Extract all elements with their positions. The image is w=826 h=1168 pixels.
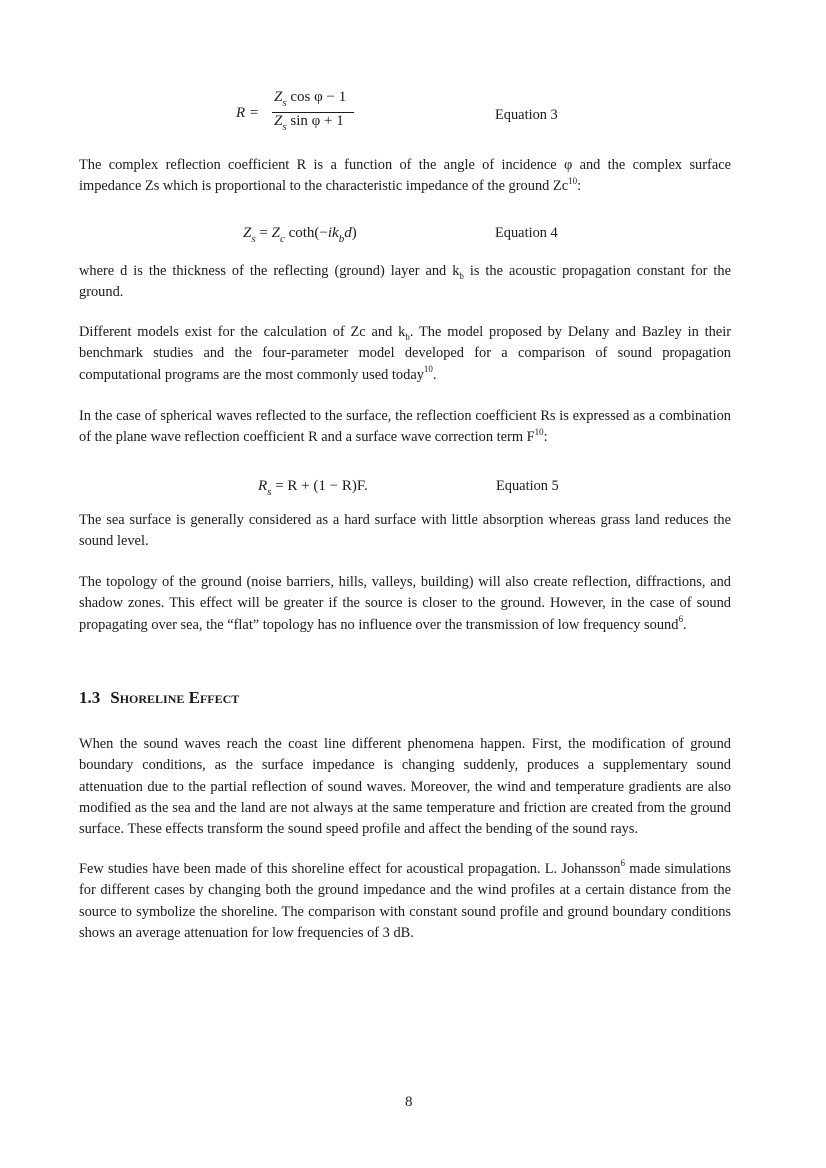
page-number: 8 bbox=[405, 1094, 413, 1110]
equation-3-numerator: $Z_s$ cos φ − 1 bbox=[274, 89, 347, 109]
equation-3-denominator: $Z_s$ sin φ + 1 bbox=[274, 113, 344, 133]
equation-3 bbox=[236, 88, 356, 144]
paragraph-shoreline-studies: Few studies have been made of this shoreline effect for acoustical propagation. L. Johansson$^6$ made simulations for different cases by changing both the ground impedance and the wind profiles at a certain distance from the source to symbolize the shoreline. The comparison with constant sound profile and ground boundary conditions shows an average attenuation for low frequencies of 3 dB. bbox=[79, 858, 732, 941]
section-heading bbox=[79, 688, 239, 708]
equation-3-lhs: R = bbox=[236, 105, 260, 121]
paragraph-reflection-coefficient: The complex reflection coefficient R is a function of the angle of incidence φ and the complex surface impedance Zs which is proportional to the characteristic impedance of the ground Zc$^{10}$: bbox=[79, 157, 731, 195]
paragraph-shoreline-phenomena: When the sound waves reach the coast line different phenomena happen. First, the modification of ground boundary conditions, as the surface impedance is changing suddenly, produces a supplementary sound attenuation due to the partial reflection of sound waves. Moreover, the wind and temperature gradients are also modified as the sea and the land are not always at the same temperature and friction are created from the ground surface. These effects transform the sound speed profile and affect the bending of the sound rays. bbox=[79, 736, 731, 838]
equation-3-label: Equation 3 bbox=[495, 107, 558, 123]
equation-4-label: Equation 4 bbox=[495, 225, 558, 241]
paragraph-layer-thickness: where d is the thickness of the reflecting (ground) layer and $k_b$ is the acoustic propagation constant for the ground. bbox=[79, 263, 731, 301]
equation-5-label: Equation 5 bbox=[496, 478, 559, 494]
equation-4: $Z_s = Z_c$ $\cot h(-ik_bd)$ bbox=[243, 225, 357, 245]
paragraph-models: Different models exist for the calculation of Zc and $k_b$. The model proposed by Delany and Bazley in their benchmark studies and the four-parameter model developed for a comparison of sound propagation computational programs are the most commonly used today$^{10}$. bbox=[79, 324, 732, 383]
paragraph-topology: The topology of the ground (noise barriers, hills, valleys, building) will also create reflection, diffractions, and shadow zones. This effect will be greater if the source is closer to the ground. However, in the case of sound propagating over sea, the “flat” topology has no influence over the transmission of low frequency sound$^6$. bbox=[79, 574, 731, 633]
paragraph-sea-surface: The sea surface is generally considered as a hard surface with little absorption whereas grass land reduces the sound level. bbox=[79, 512, 731, 550]
equation-5: $R_s = R + (1 - R)F$. bbox=[258, 478, 368, 498]
section-number: 1.3 bbox=[79, 688, 101, 707]
section-title: Shoreline Effect bbox=[110, 688, 240, 707]
paragraph-spherical-waves: In the case of spherical waves reflected to the surface, the reflection coefficient Rs is expressed as a combination of the plane wave reflection coefficient R and a surface wave correction term $F^{10}$: bbox=[79, 408, 731, 446]
